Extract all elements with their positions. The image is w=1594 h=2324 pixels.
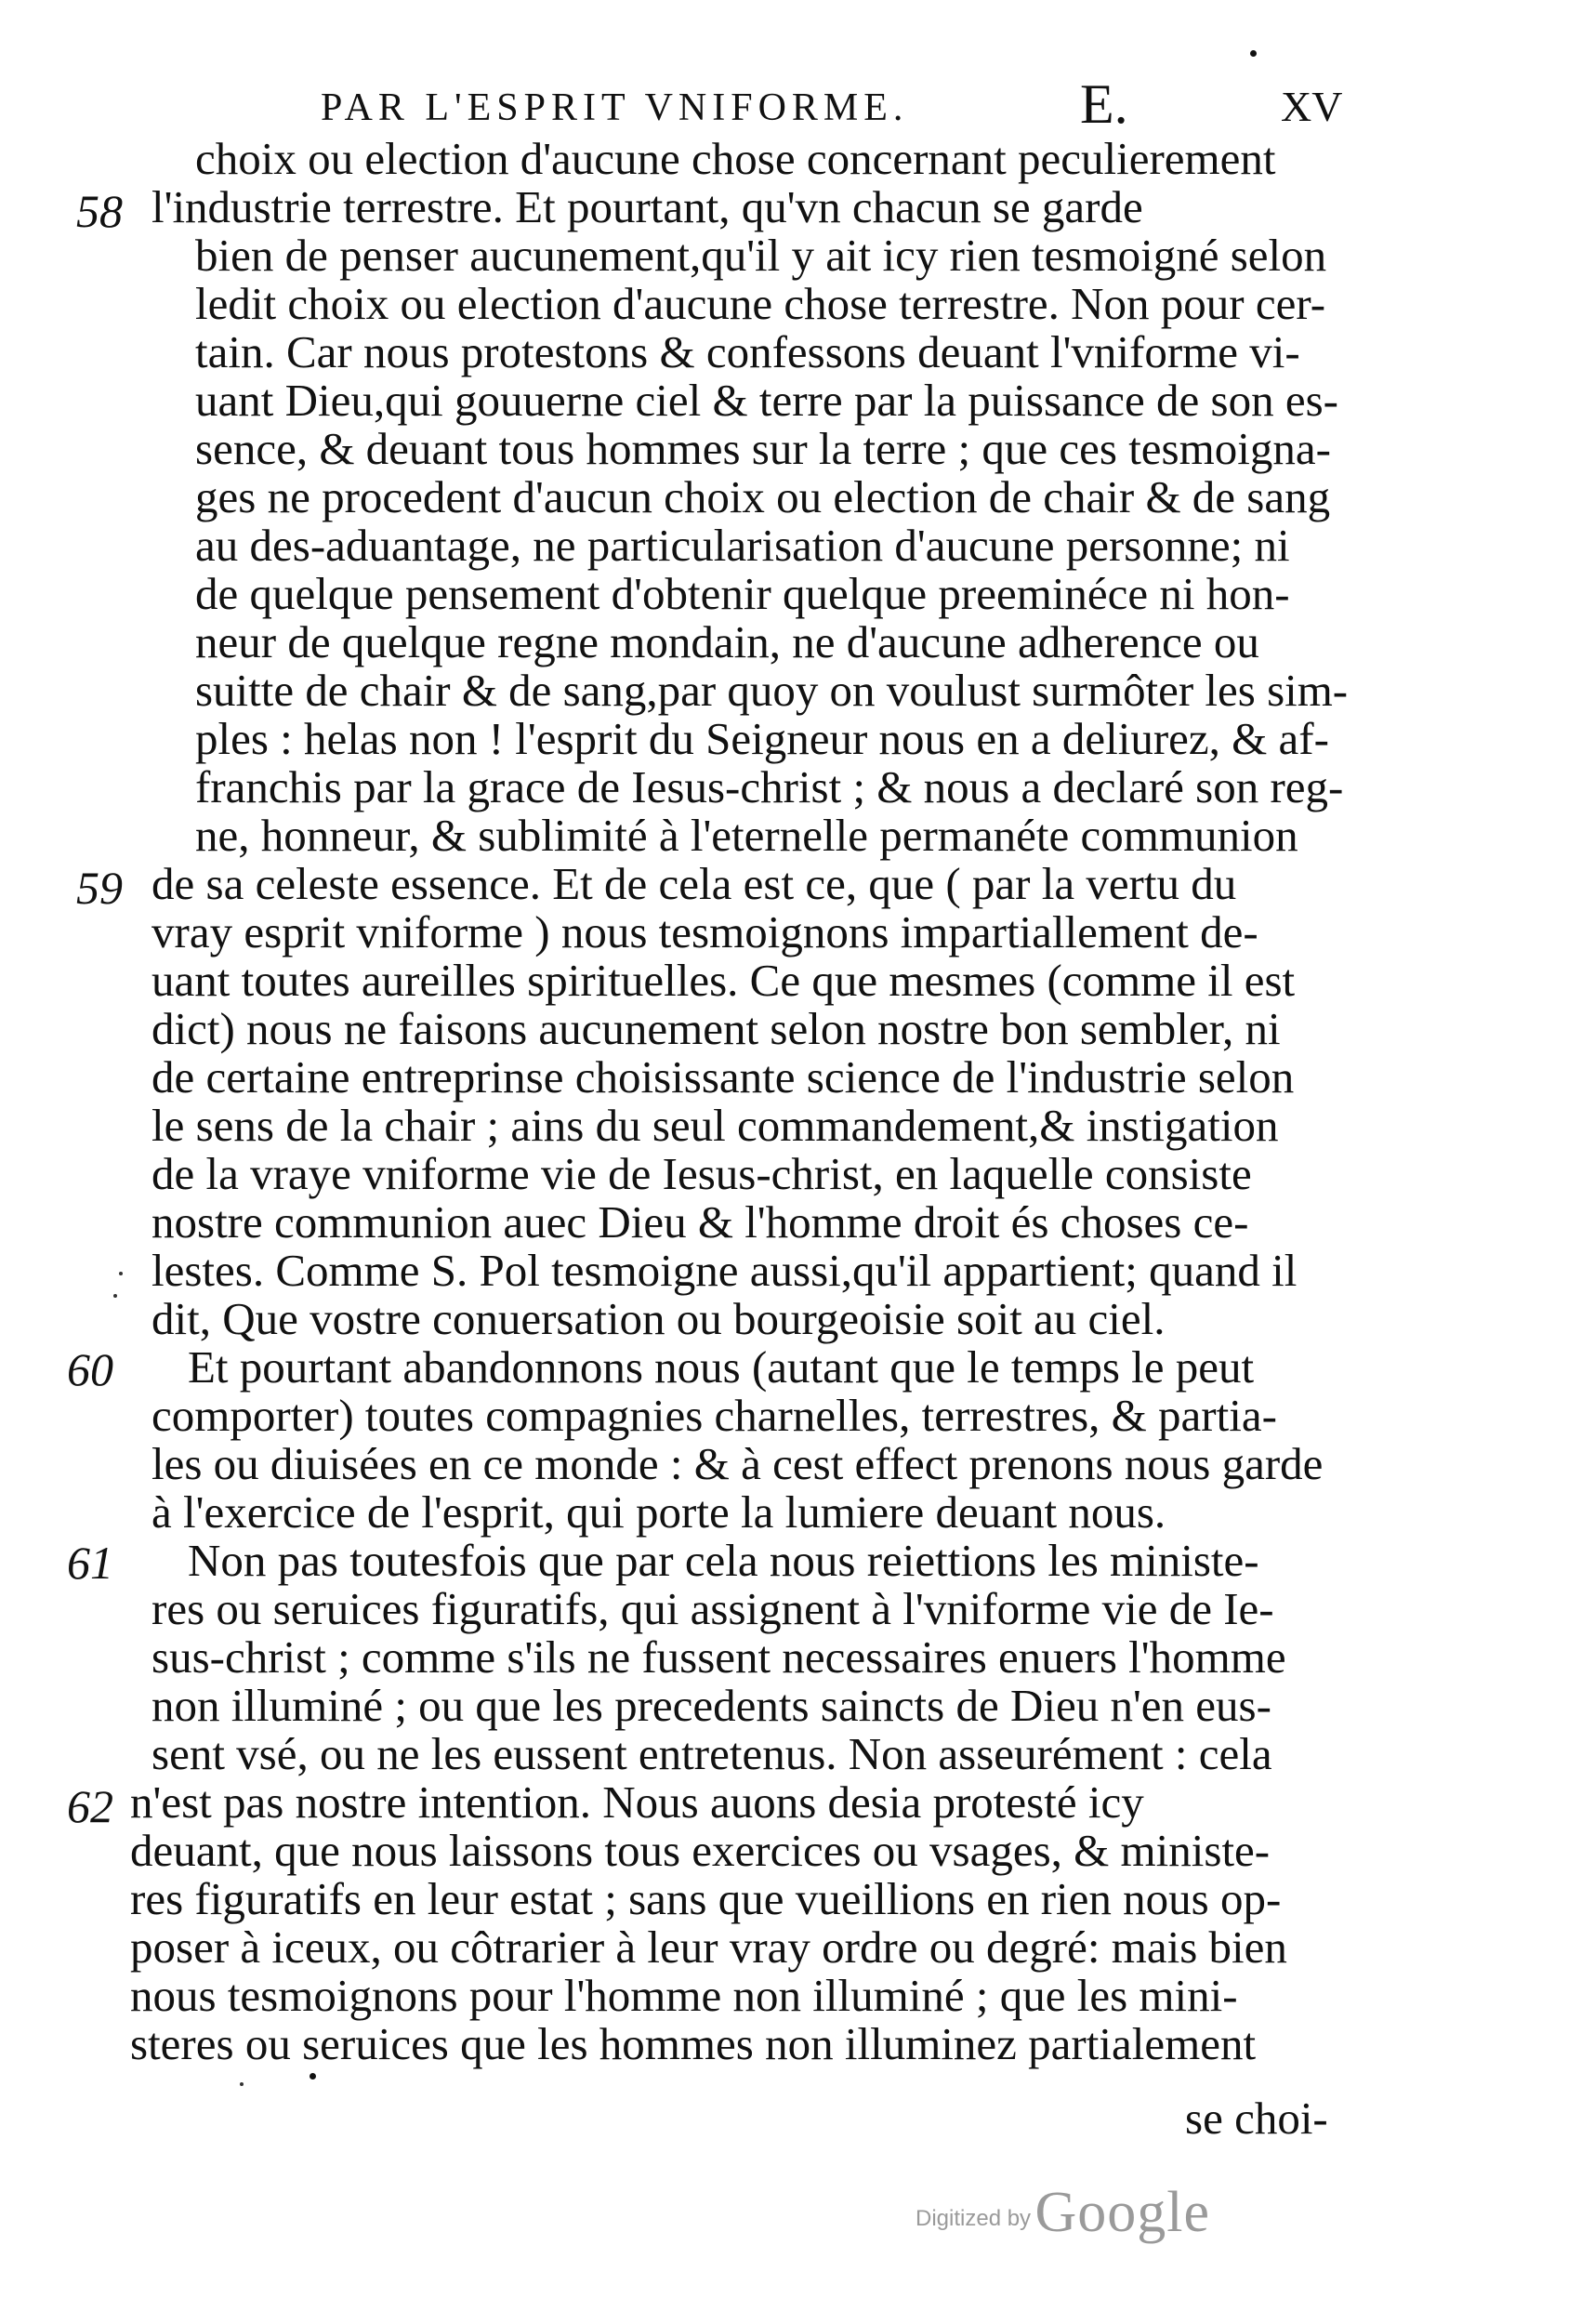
text-line: res ou seruices figuratifs, qui assignent à l'vniforme vie de Ie- (151, 1583, 1274, 1634)
text-line: n'est pas nostre intention. Nous auons desia protesté icy (130, 1776, 1144, 1828)
margin-number: 60 (67, 1343, 113, 1395)
text-line: non illuminé ; ou que les precedents saincts de Dieu n'en eus- (151, 1680, 1271, 1731)
text-line: ges ne procedent d'aucun choix ou election de chair & de sang (195, 471, 1331, 522)
text-line: de la vraye vniforme vie de Iesus-christ, en laquelle consiste (151, 1148, 1252, 1199)
text-line: dict) nous ne faisons aucunement selon nostre bon sembler, ni (151, 1003, 1281, 1054)
text-line: de certaine entreprinse choisissante science de l'industrie selon (151, 1051, 1295, 1103)
text-line: neur de quelque regne mondain, ne d'aucune adherence ou (195, 616, 1259, 667)
google-logo: Google (1034, 2181, 1211, 2244)
text-line: lestes. Comme S. Pol tesmoigne aussi,qu'il appartient; quand il (151, 1245, 1298, 1296)
catchword: se choi- (1185, 2093, 1328, 2144)
text-line: sence, & deuant tous hommes sur la terre ; que ces tesmoigna- (195, 423, 1331, 474)
text-line: bien de penser aucunement,qu'il y ait icy rien tesmoigné selon (195, 230, 1327, 281)
folio-number: XV (1281, 83, 1343, 130)
text-line: Non pas toutesfois que par cela nous reiettions les ministe- (188, 1535, 1259, 1586)
text-line: nous tesmoignons pour l'homme non illuminé ; que les mini- (130, 1970, 1238, 2021)
text-line: vray esprit vniforme ) nous tesmoignons impartiallement de- (151, 906, 1258, 957)
text-line: l'industrie terrestre. Et pourtant, qu'vn chacun se garde (151, 181, 1143, 232)
text-line: sent vsé, ou ne les eussent entretenus. Non asseurément : cela (151, 1728, 1272, 1779)
text-line: choix ou election d'aucune chose concernant peculierement (195, 133, 1276, 184)
text-line: de sa celeste essence. Et de cela est ce, que ( par la vertu du (151, 858, 1237, 909)
running-title: PAR L'ESPRIT VNIFORME. (321, 86, 909, 129)
text-line: comporter) toutes compagnies charnelles, terrestres, & partia- (151, 1390, 1277, 1441)
ink-speck (1250, 50, 1257, 57)
margin-number: 62 (67, 1780, 113, 1832)
text-line: ledit choix ou election d'aucune chose terrestre. Non pour cer- (195, 278, 1326, 329)
text-line: au des-aduantage, ne particularisation d'aucune personne; ni (195, 520, 1290, 571)
margin-number: 61 (67, 1537, 113, 1589)
ink-speck (240, 2082, 244, 2086)
text-line: deuant, que nous laissons tous exercices ou vsages, & ministe- (130, 1825, 1271, 1876)
text-line: steres ou seruices que les hommes non illuminez partialement (130, 2018, 1257, 2069)
text-line: nostre communion auec Dieu & l'homme droit és choses ce- (151, 1196, 1249, 1248)
text-line: Et pourtant abandonnons nous (autant que le temps le peut (188, 1341, 1255, 1393)
text-line: à l'exercice de l'esprit, qui porte la lumiere deuant nous. (151, 1486, 1166, 1538)
text-line: tain. Car nous protestons & confessons deuant l'vniforme vi- (195, 326, 1300, 377)
text-line: ne, honneur, & sublimité à l'eternelle permanéte communion (195, 810, 1298, 861)
text-line: uant toutes aureilles spirituelles. Ce que mesmes (comme il est (151, 955, 1296, 1006)
text-line: dit, Que vostre conuersation ou bourgeoisie soit au ciel. (151, 1293, 1166, 1344)
margin-number: 59 (76, 862, 123, 914)
ink-speck (310, 2073, 316, 2080)
text-line: suitte de chair & de sang,par quoy on voulust surmôter les sim- (195, 665, 1349, 716)
text-line: ples : helas non ! l'esprit du Seigneur nous en a deliurez, & af- (195, 713, 1329, 764)
text-line: uant Dieu,qui gouuerne ciel & terre par la puissance de son es- (195, 375, 1339, 426)
text-line: les ou diuisées en ce monde : & à cest effect prenons nous garde (151, 1438, 1324, 1489)
text-line: sus-christ ; comme s'ils ne fussent necessaires enuers l'homme (151, 1631, 1286, 1683)
text-line: de quelque pensement d'obtenir quelque preeminéce ni hon- (195, 568, 1290, 619)
ink-speck (119, 1272, 123, 1275)
margin-number: 58 (76, 185, 123, 237)
signature-mark: E. (1080, 73, 1128, 135)
text-line: res figuratifs en leur estat ; sans que vueillions en rien nous op- (130, 1873, 1282, 1924)
ink-speck (113, 1294, 117, 1298)
watermark-prefix: Digitized by (916, 2206, 1032, 2231)
text-line: franchis par la grace de Iesus-christ ; & nous a declaré son reg- (195, 761, 1344, 812)
text-line: le sens de la chair ; ains du seul commandement,& instigation (151, 1100, 1279, 1151)
text-line: poser à iceux, ou côtrarier à leur vray ordre ou degré: mais bien (130, 1921, 1287, 1973)
digitization-watermark (916, 2180, 1210, 2246)
